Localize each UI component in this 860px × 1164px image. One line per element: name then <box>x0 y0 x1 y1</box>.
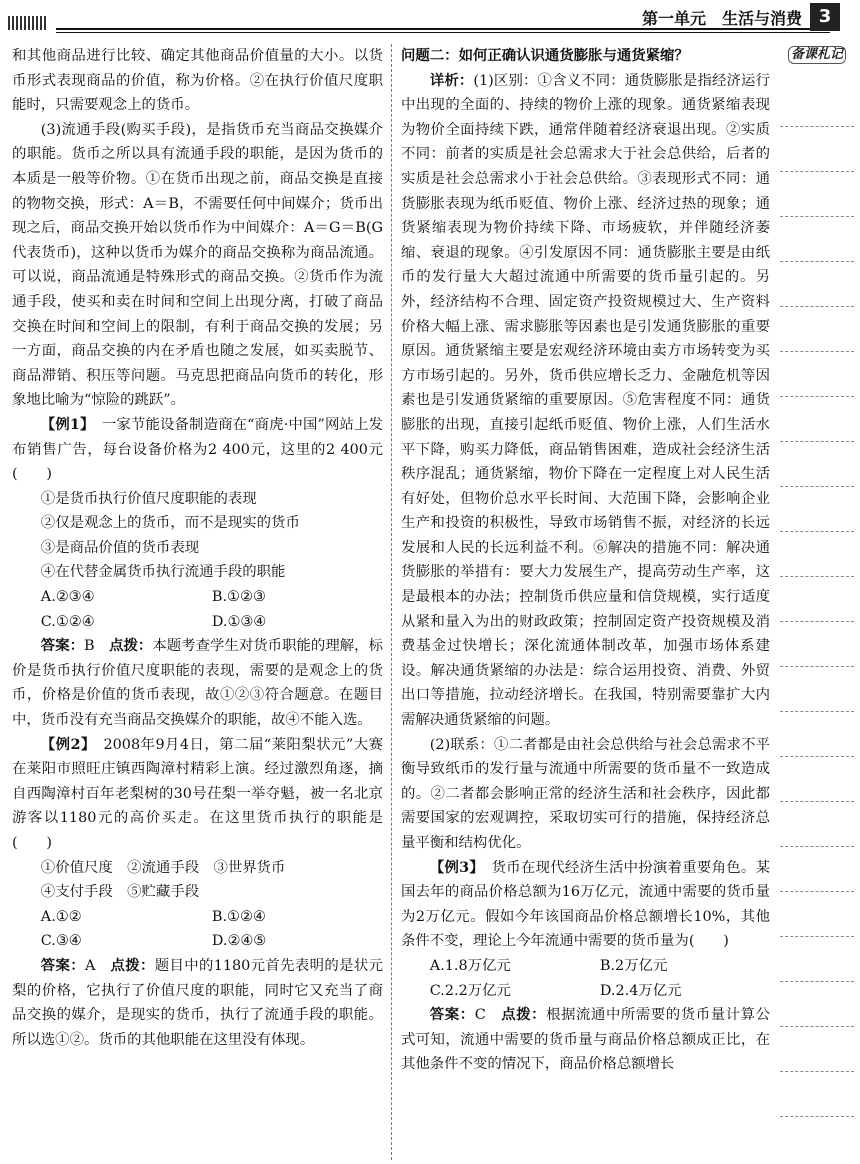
example-2-option: ④支付手段 ⑤贮藏手段 <box>40 884 200 901</box>
choice: D.①③④ <box>211 613 267 630</box>
example-1-answer <box>12 634 383 732</box>
example-1-choices <box>12 610 383 635</box>
tip-label: 点拨： <box>109 637 153 655</box>
example-1-option: ①是货币执行价值尺度职能的表现 <box>40 490 257 507</box>
tip-text: 本题考查学生对货币职能的理解，标价是货币执行价值尺度职能的表现，需要的是观念上的货币，价格是价值的货币表现，故①②③符合题意。在题目中，货币没有充当商品交换媒介的职能，故④不能入选。 <box>12 638 383 729</box>
note-line <box>780 126 854 127</box>
detail-analysis <box>401 69 770 733</box>
example-2-answer <box>12 954 383 1052</box>
note-line <box>780 396 854 397</box>
choice: A.②③④ <box>40 589 95 606</box>
choice: D.2.4万亿元 <box>599 982 682 999</box>
page-number: 3 <box>810 3 840 31</box>
note-line <box>780 576 854 577</box>
note-line <box>780 1026 854 1027</box>
choice: C.2.2万亿元 <box>429 982 511 999</box>
note-line <box>780 531 854 532</box>
tip-label: 点拨： <box>501 1006 547 1024</box>
header-rule-thin <box>56 32 830 33</box>
answer-label: 答案： <box>40 956 86 974</box>
example-1-option: ②仅是观念上的货币，而不是现实的货币 <box>40 515 300 532</box>
header-decoration <box>8 16 48 30</box>
choice: A.1.8万亿元 <box>429 957 511 974</box>
example-1-option: ④在代替金属货币执行流通手段的职能 <box>40 564 286 581</box>
answer-value: B <box>84 638 95 655</box>
note-line <box>780 981 854 982</box>
example-2-label: 【例2】 <box>40 735 89 753</box>
note-line <box>780 261 854 262</box>
example-3-choices <box>401 979 770 1004</box>
note-line <box>780 801 854 802</box>
choice: D.②④⑤ <box>211 933 267 950</box>
choice: B.①②④ <box>211 908 266 925</box>
choice: B.2万亿元 <box>599 957 668 974</box>
choice: B.①②③ <box>211 589 266 606</box>
note-line <box>780 936 854 937</box>
topic-label: 生活与消费 <box>721 9 802 28</box>
note-line <box>780 1071 854 1072</box>
left-column <box>12 44 383 1052</box>
example-1-text: 一家节能设备制造商在“商虎·中国”网站上发布销售广告，每台设备价格为2 400元，这里的2 400元( ) <box>12 416 383 483</box>
answer-label: 答案： <box>40 637 85 655</box>
note-line <box>780 1116 854 1117</box>
paragraph-circulation: (3)流通手段(购买手段)，是指货币充当商品交换媒介的职能。货币之所以具有流通手段的职能，是因为货币的本质是一般等价物。①在货币出现之前，商品交换是直接的物物交换，形式：A＝B，不需要任何中间媒介；货币出现之后，商品交换开始以货币作为中间媒介：A＝G＝B(G代表货币)，这种以货币为媒介的商品交换称为商品流通。可以说，商品流通是特殊形式的商品交换。②货币作为流通手段，使买和卖在时间和空间上出现分离，打破了商品交换在时间和空间上的限制，有利于商品交换的发展；另一方面，商品交换的内在矛盾也随之发展，如买卖脱节、商品滞销、积压等问题。马克思把商品向货币的转化，形象地比喻为“惊险的跳跃”。 <box>12 121 383 409</box>
answer-value: A <box>85 957 96 974</box>
detail-text: (1)区别：①含义不同：通货膨胀是指经济运行中出现的全面的、持续的物价上涨的现象。通货紧缩表现为物价全面持续下跌，通常伴随着经济衰退出现。②实质不同：前者的实质是社会总需求大于社会总供给，后者的实质是社会总需求小于社会总供给。③表现形式不同：通货膨胀表现为纸币贬值、物价上涨、经济过热的现象；通货紧缩表现为物价持续下降、市场疲软，并伴随经济萎缩、衰退的现象。④引发原因不同：通货膨胀主要是由纸币的发行量大大超过流通中所需要的货币量引起的。另外，经济结构不合理、固定资产投资规模过大、生产资料价格大幅上涨、需求膨胀等因素也是引发通货膨胀的重要原因。通货紧缩主要是宏观经济环境由卖方市场转变为买方市场引起的。另外，货币供应增长乏力、金融危机等因素也是引发通货紧缩的重要原因。⑤危害程度不同：通货膨胀的出现，直接引起纸币贬值、物价上涨，人们生活水平下降，购买力降低，商品销售困难，造成社会经济生活秩序混乱；通货紧缩，物价下降在一定程度上对人民生活有好处，但物价总水平长时间、大范围下降，会影响企业生产和投资的积极性，导致市场销售不振，对经济的长远发展和人民的长远利益不利。⑥解决的措施不同：解决通货膨胀的举措有：要大力发展生产，提高劳动生产率，这是最根本的办法；控制货币供应量和信贷规模，实行适度从紧和量入为出的财政政策；控制固定资产投资规模及消费基金过快增长；深化流通体制改革，加强市场体系建设。解决通货紧缩的办法是：综合运用投资、消费、外贸出口等措施，拉动经济增长。在我国，特别需要靠扩大内需解决通货紧缩的问题。 <box>401 72 770 729</box>
notes-label: 备课札记 <box>788 46 846 64</box>
note-line <box>780 306 854 307</box>
question-2-title: 问题二：如何正确认识通货膨胀与通货紧缩？ <box>401 47 689 64</box>
tip-text: 题目中的1180元首先表明的是状元梨的价格，它执行了价值尺度的职能，同时它又充当了商品交换的媒介，是现实的货币，执行了流通手段的职能。所以选①②。货币的其他职能在这里没有体现。 <box>12 957 383 1048</box>
note-line <box>780 441 854 442</box>
note-line <box>780 351 854 352</box>
example-3-choices <box>401 954 770 979</box>
example-2-choices <box>12 929 383 954</box>
note-line <box>780 171 854 172</box>
example-2-text: 2008年9月4日，第二届“莱阳梨状元”大赛在莱阳市照旺庄镇西陶漳村精彩上演。经过激烈角逐，摘自西陶漳村百年老梨树的30号茌梨一举夺魁，被一名北京游客以1180元的高价买走。在这里货币执行的职能是( ) <box>12 736 383 851</box>
example-1-label: 【例1】 <box>40 415 88 433</box>
example-1-option: ③是商品价值的货币表现 <box>40 539 200 556</box>
note-line <box>780 216 854 217</box>
example-2-choices <box>12 905 383 930</box>
lesson-notes-margin <box>780 44 854 1160</box>
choice: C.③④ <box>40 933 82 950</box>
example-3-text: 货币在现代经济生活中扮演着重要角色。某国去年的商品价格总额为16万亿元，流通中需要的货币量为2万亿元。假如今年该国商品价格总额增长10%，其他条件不变，理论上今年流通中需要的货币量为( ) <box>401 859 770 950</box>
example-3-question <box>401 856 770 954</box>
detail-label: 详析： <box>429 71 474 89</box>
tip-label: 点拨： <box>110 956 155 974</box>
example-3-answer <box>401 1003 770 1077</box>
note-line <box>780 486 854 487</box>
note-line <box>780 756 854 757</box>
example-1-choices <box>12 585 383 610</box>
answer-label: 答案： <box>429 1006 475 1024</box>
choice: A.①② <box>40 908 82 925</box>
note-line <box>780 711 854 712</box>
example-3-label: 【例3】 <box>429 858 477 876</box>
paragraph-relation: (2)联系：①二者都是由社会总供给与社会总需求不平衡导致纸币的发行量与流通中所需要的货币量不一致造成的。②二者都会影响正常的经济生活和社会秩序，因此都需要国家的宏观调控，采取切实可行的措施，保持经济总量平衡和结构优化。 <box>401 736 770 851</box>
right-column <box>401 44 770 1077</box>
example-2-option: ①价值尺度 ②流通手段 ③世界货币 <box>40 859 286 876</box>
running-title <box>642 6 802 29</box>
answer-value: C <box>474 1007 486 1024</box>
column-divider <box>391 44 392 1160</box>
note-line <box>780 891 854 892</box>
page-header <box>0 0 860 36</box>
paragraph-price: 和其他商品进行比较、确定其他商品价值量的大小。以货币形式表现商品的价值，称为价格。②在执行价值尺度职能时，只需要观念上的货币。 <box>12 48 383 114</box>
choice: C.①②④ <box>40 613 95 630</box>
note-line <box>780 666 854 667</box>
unit-label: 第一单元 <box>641 9 706 28</box>
example-2-question <box>12 733 383 856</box>
note-line <box>780 846 854 847</box>
note-line <box>780 621 854 622</box>
tip-text: 根据流通中所需要的货币量计算公式可知，流通中需要的货币量与商品价格总额成正比，在其他条件不变的情况下，商品价格总额增长 <box>401 1007 770 1073</box>
example-1-question <box>12 413 383 487</box>
